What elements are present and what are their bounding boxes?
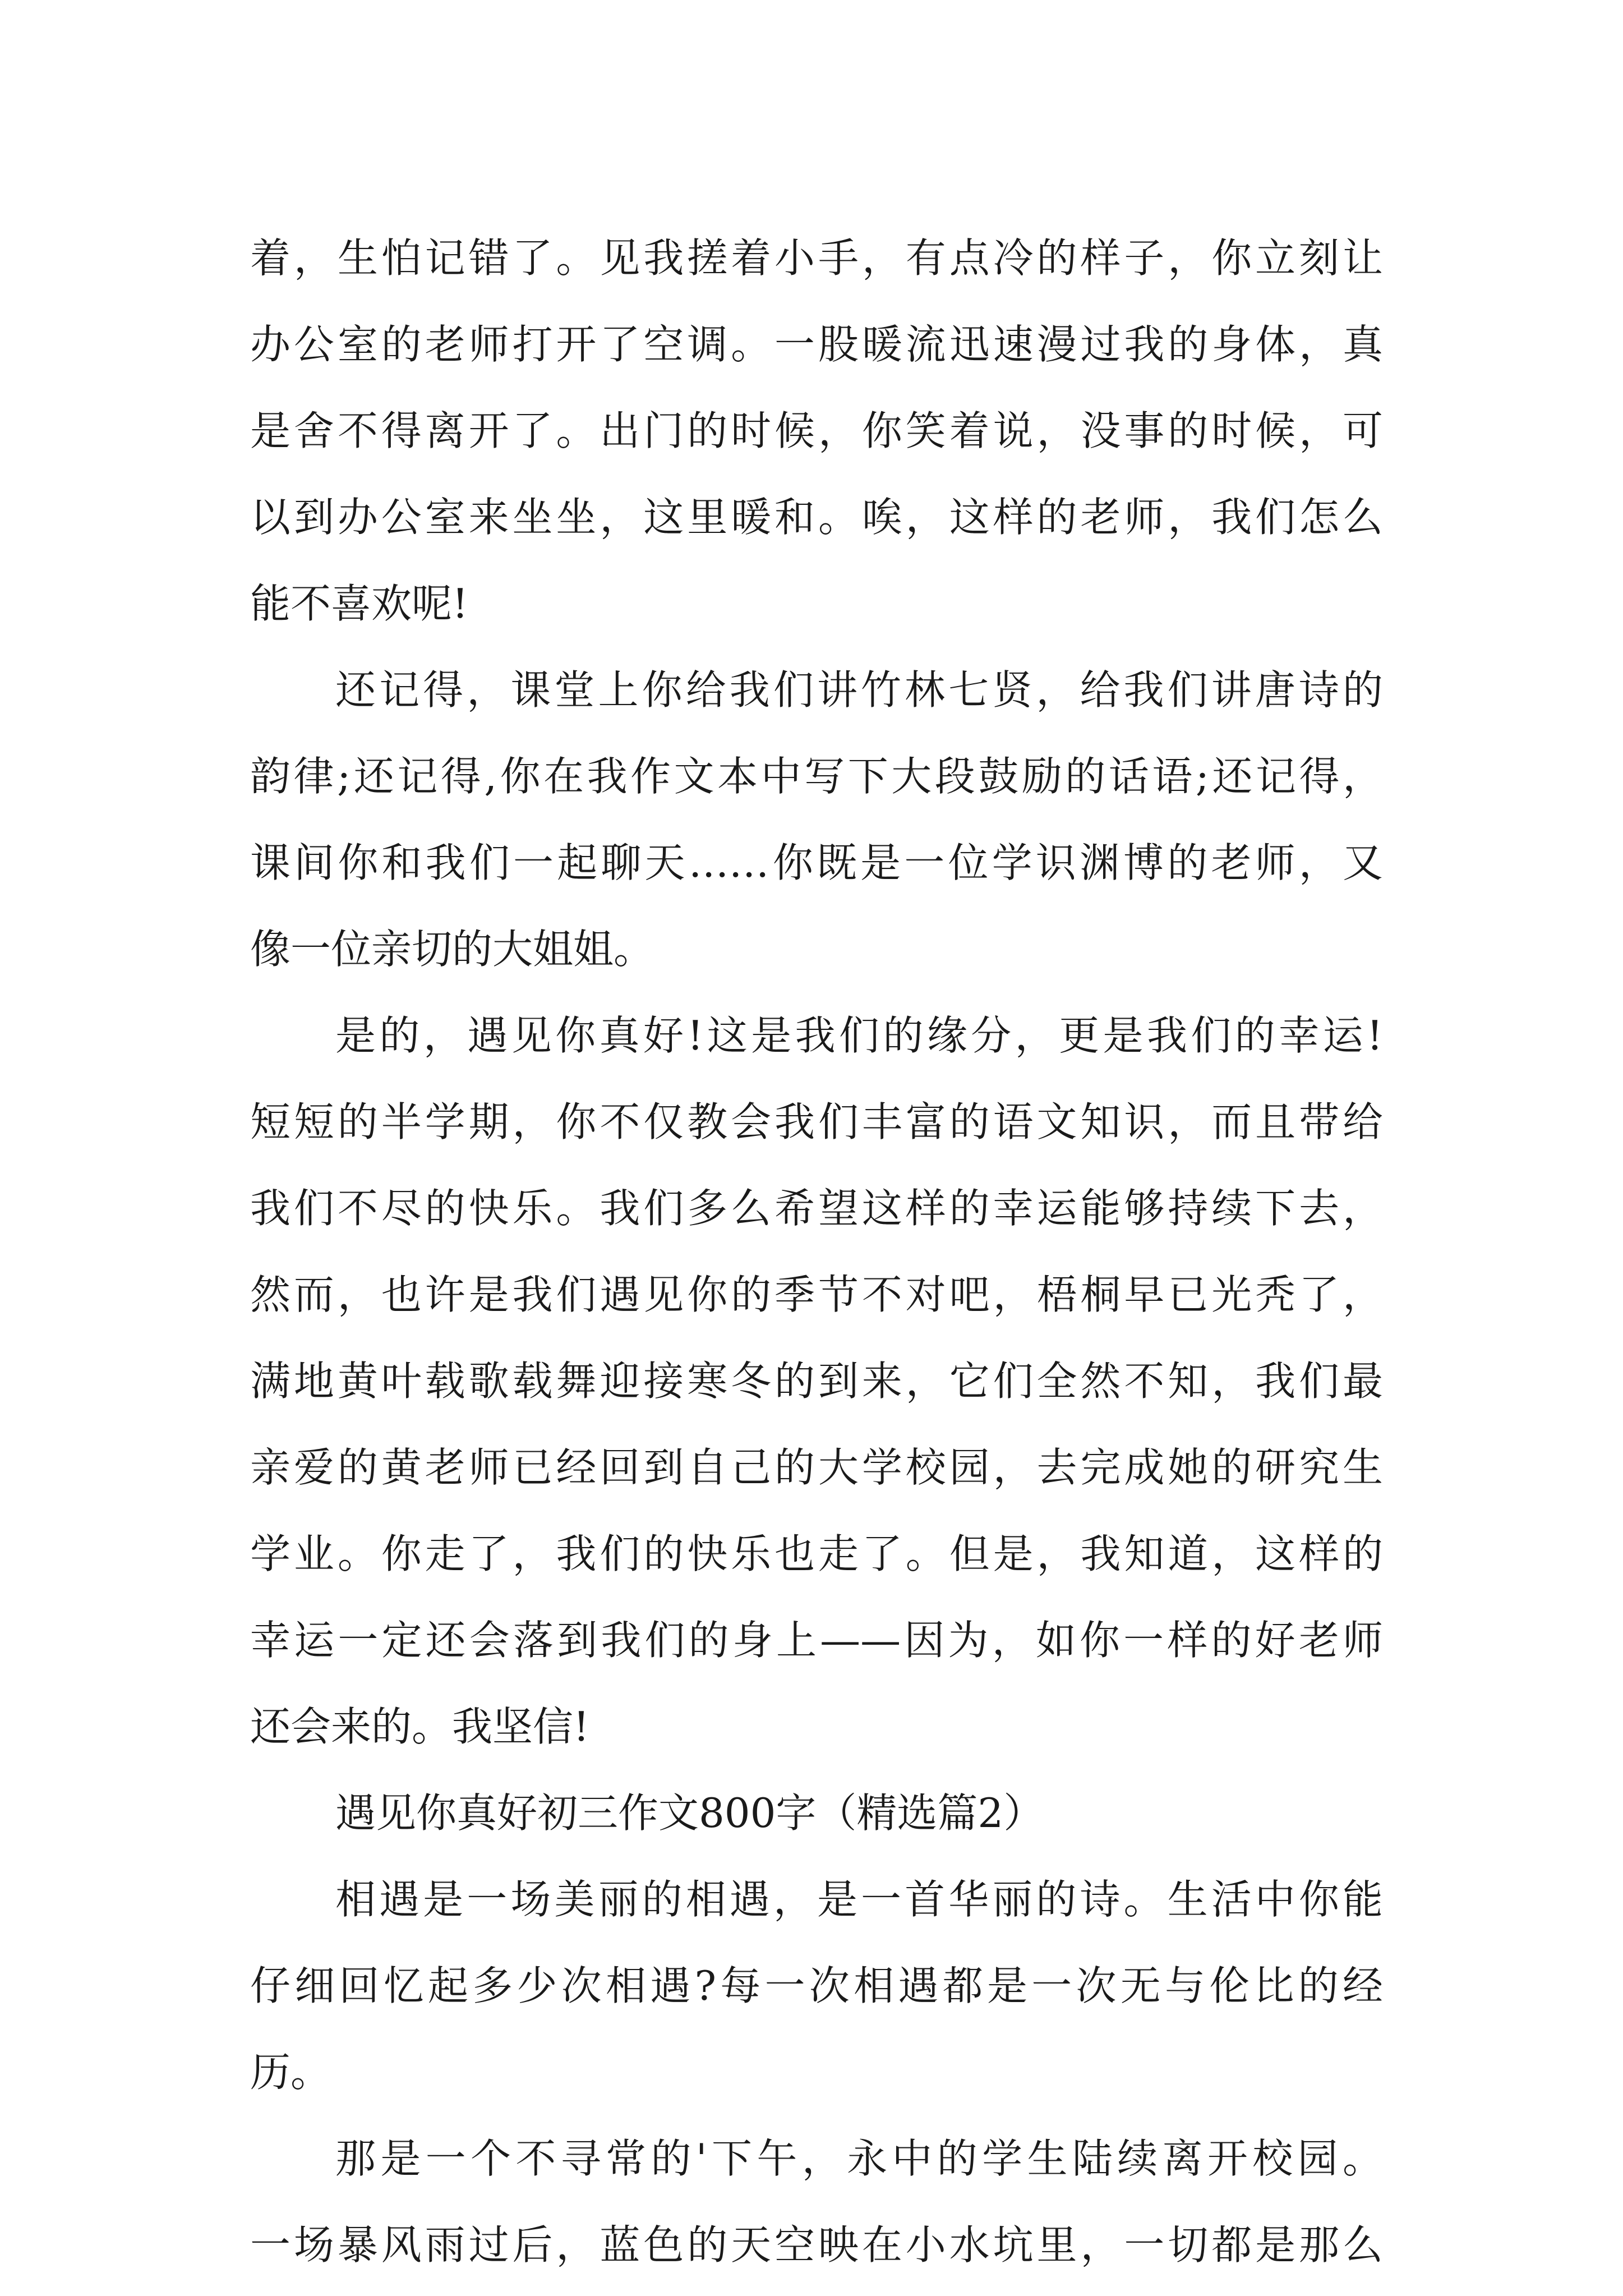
text-line: 相遇是一场美丽的相遇，是一首华丽的诗。生活中你能 — [335, 1876, 1383, 1923]
text-line: 幸运一定还会落到我们的身上——因为，如你一样的好老师 — [250, 1617, 1383, 1664]
text-line: 历。 — [250, 2049, 331, 2096]
text-line: 那是一个不寻常的'下午，永中的学生陆续离开校园。 — [335, 2135, 1383, 2182]
text-line: 还记得，课堂上你给我们讲竹林七贤，给我们讲唐诗的 — [335, 666, 1383, 714]
text-line: 短短的半学期，你不仅教会我们丰富的语文知识，而且带给 — [250, 1098, 1383, 1145]
text-line: 我们不尽的快乐。我们多么希望这样的幸运能够持续下去， — [250, 1185, 1383, 1232]
text-line: 然而，也许是我们遇见你的季节不对吧，梧桐早已光秃了， — [250, 1271, 1383, 1318]
text-line: 像一位亲切的大姐姐。 — [250, 926, 654, 973]
section-heading: 遇见你真好初三作文800字（精选篇2） — [335, 1789, 1044, 1837]
text-line: 着，生怕记错了。见我搓着小手，有点冷的样子，你立刻让 — [250, 234, 1383, 282]
text-line: 还会来的。我坚信! — [250, 1703, 589, 1750]
text-line: 亲爱的黄老师已经回到自己的大学校园，去完成她的研究生 — [250, 1444, 1383, 1491]
text-line: 办公室的老师打开了空调。一股暖流迅速漫过我的身体，真 — [250, 321, 1383, 368]
text-line: 能不喜欢呢! — [250, 580, 468, 627]
text-line: 一场暴风雨过后，蓝色的天空映在小水坑里，一切都是那么 — [250, 2221, 1383, 2269]
text-line: 学业。你走了，我们的快乐也走了。但是，我知道，这样的 — [250, 1530, 1383, 1577]
text-line: 以到办公室来坐坐，这里暖和。唉，这样的老师，我们怎么 — [250, 494, 1383, 541]
text-line: 课间你和我们一起聊天……你既是一位学识渊博的老师，又 — [250, 839, 1383, 886]
text-line: 是舍不得离开了。出门的时候，你笑着说，没事的时候，可 — [250, 407, 1383, 454]
text-line: 满地黄叶载歌载舞迎接寒冬的到来，它们全然不知，我们最 — [250, 1358, 1383, 1405]
text-line: 仔细回忆起多少次相遇?每一次相遇都是一次无与伦比的经 — [250, 1962, 1383, 2009]
text-line: 韵律;还记得,你在我作文本中写下大段鼓励的话语;还记得， — [250, 753, 1383, 800]
text-line: 是的，遇见你真好!这是我们的缘分，更是我们的幸运! — [335, 1012, 1383, 1059]
